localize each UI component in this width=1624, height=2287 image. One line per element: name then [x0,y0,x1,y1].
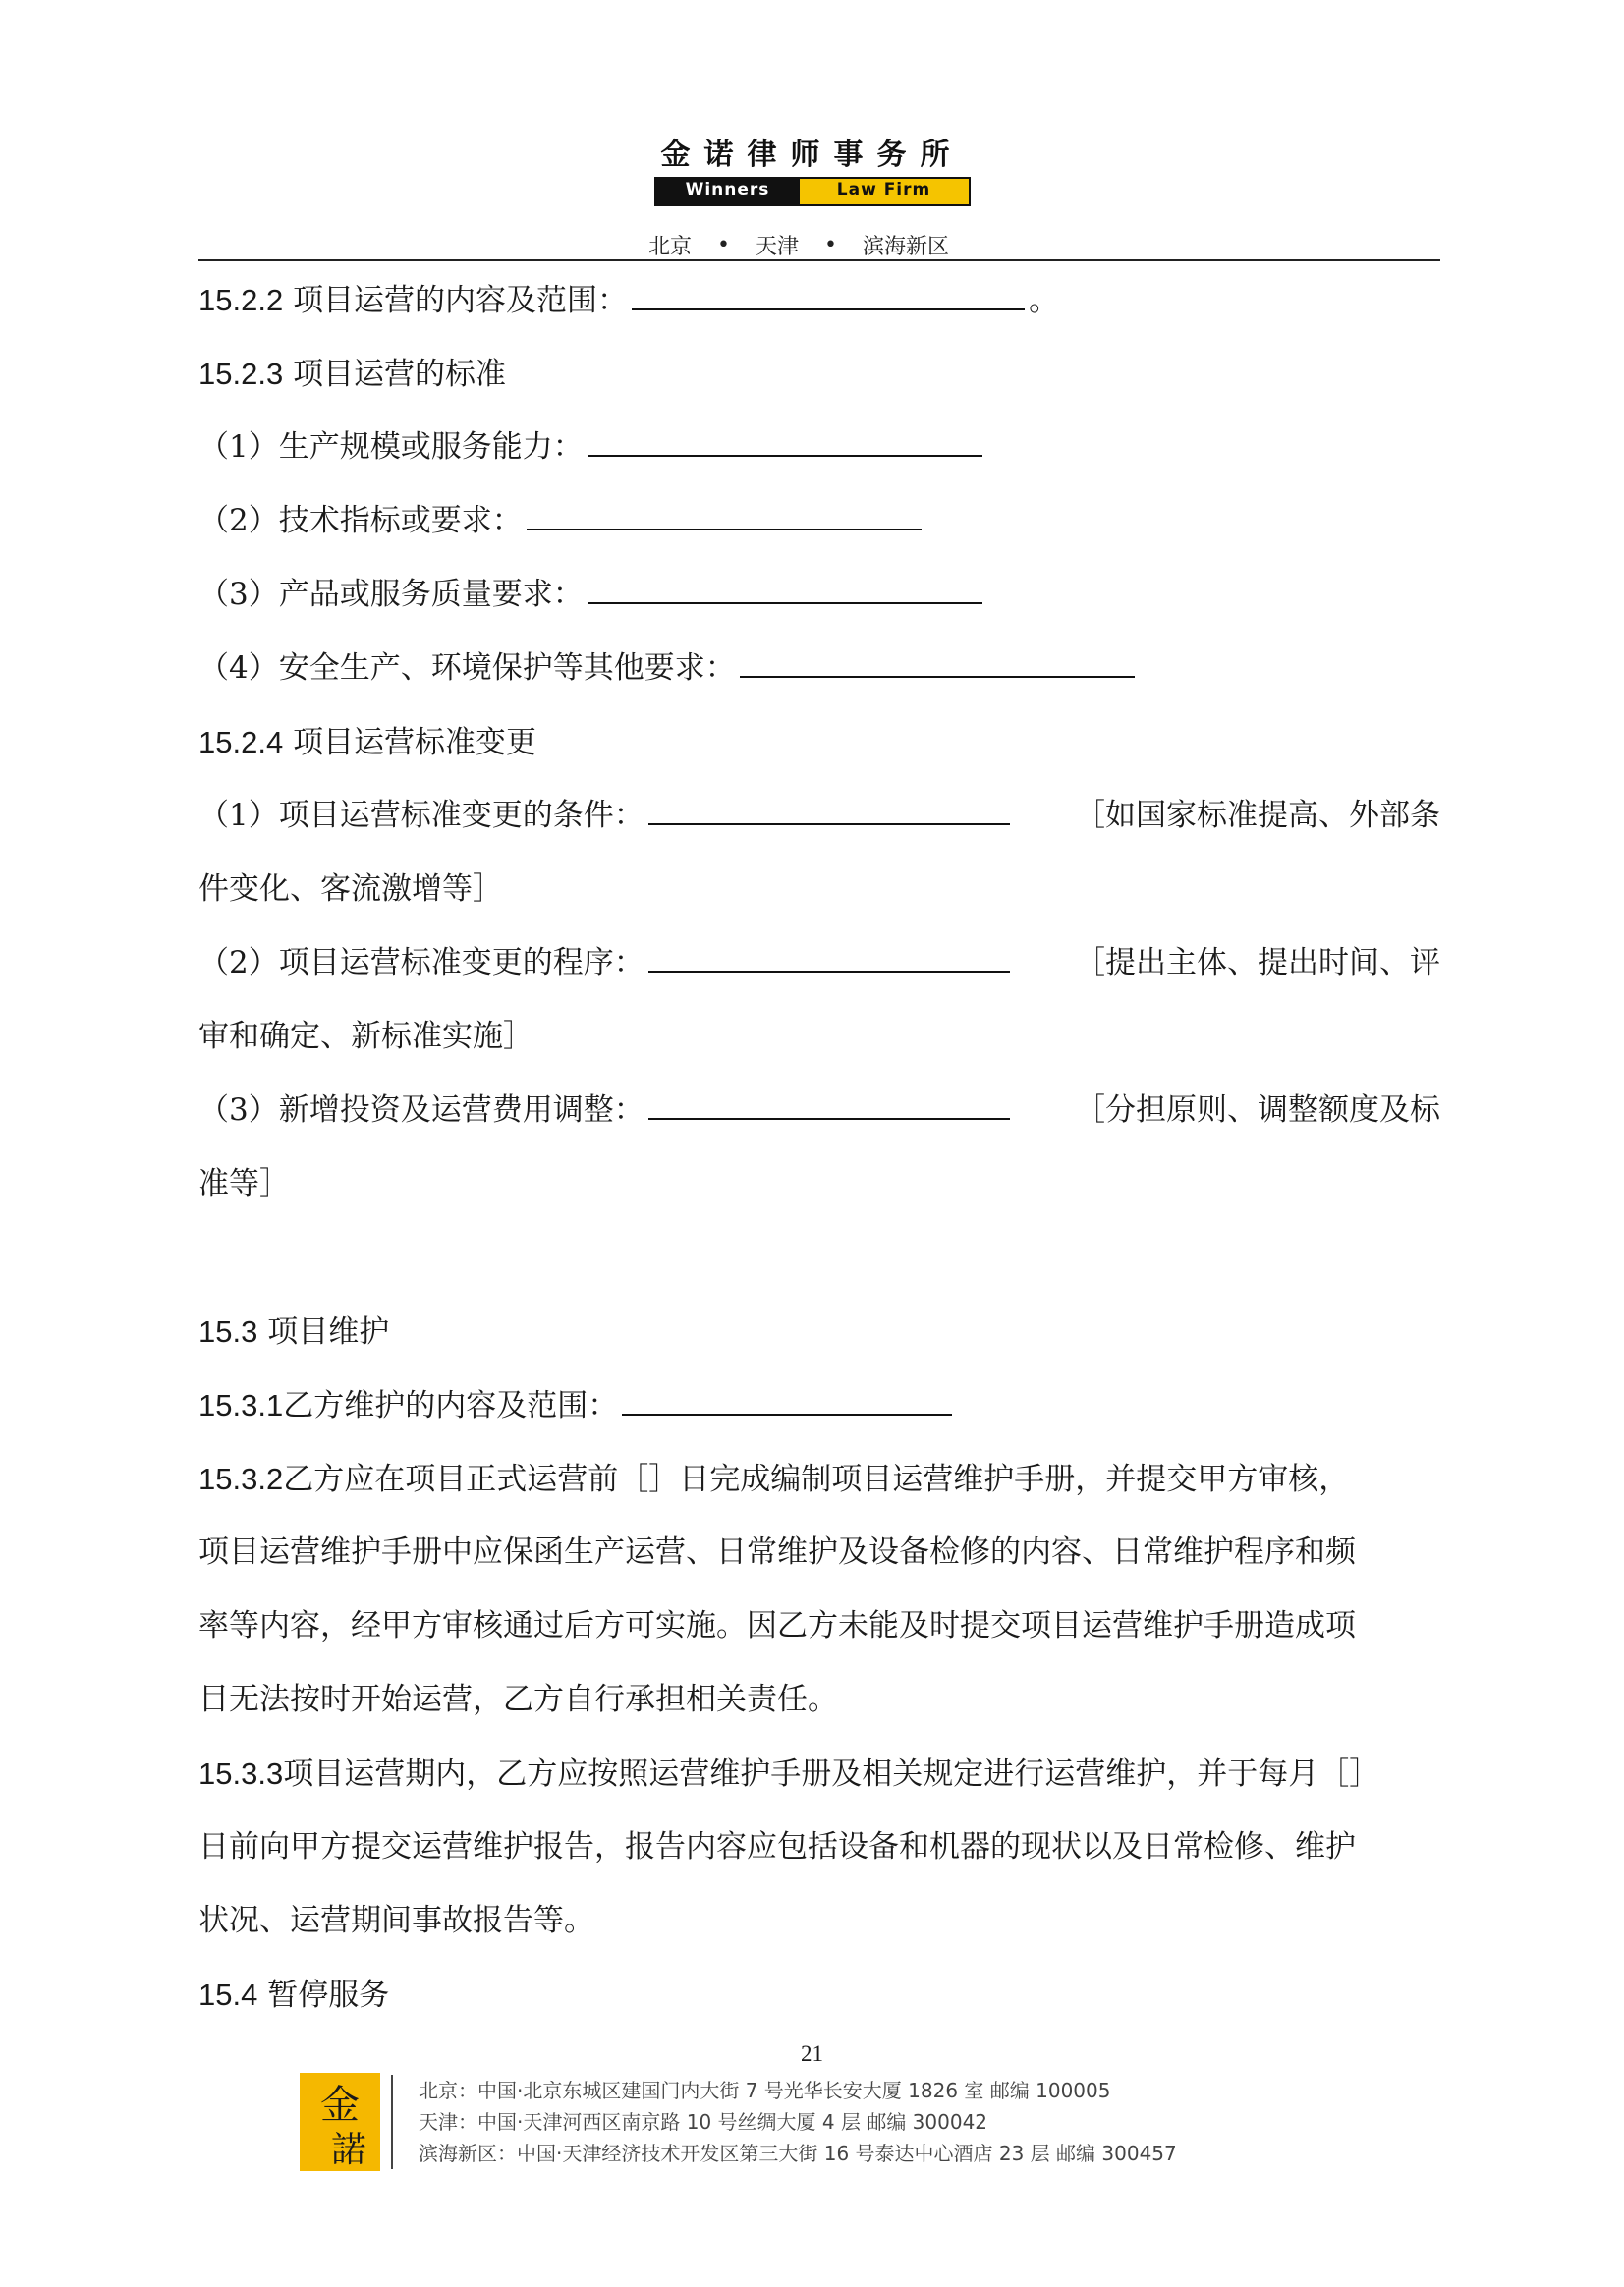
item-prefix: （3） [198,577,279,612]
item-prefix: （1） [198,429,279,465]
logo-chinese-name: 金诺律师事务所 [660,138,964,172]
paragraph-line: 项目运营期内，乙方应按照运营维护手册及相关规定进行运营维护，并于每月［］ [283,1757,1380,1792]
seal-char-1: 金 [320,2083,360,2128]
office-cities [648,230,1002,260]
item-text: 项目运营标准变更的程序： [278,945,644,980]
logo-english-bar [654,177,971,206]
clause-text: 乙方维护的内容及范围： [283,1388,619,1423]
fill-blank [632,281,1025,310]
list-item [198,632,1440,705]
item-text: 技术指标或要求： [278,503,523,538]
clause-15-2-2 [198,263,1440,337]
firm-seal-logo [300,2073,380,2171]
clause-text: 项目运营的内容及范围： [293,283,629,318]
clause-heading: 项目运营的标准 [293,357,507,392]
firm-logo [0,138,1624,206]
clause-15-2-4 [198,705,1440,779]
clause-number: 15.2.3 [198,357,284,391]
item-text: 生产规模或服务能力： [278,429,584,465]
list-item [198,926,1440,1000]
fill-blank [648,1090,1010,1120]
item-text: 项目运营标准变更的条件： [278,798,644,833]
clause-heading: 暂停服务 [267,1978,390,2013]
list-item [198,779,1440,853]
clause-number: 15.3.2 [198,1462,284,1496]
item-prefix: （4） [198,650,279,686]
item-note-continued: 审和确定、新标准实施］ [198,1019,533,1054]
item-prefix: （2） [198,945,279,980]
clause-heading: 项目运营标准变更 [293,725,537,760]
address-tianjin: 天津：中国·天津河西区南京路 10 号丝绸大厦 4 层 邮编 300042 [419,2110,988,2134]
address-beijing: 北京：中国·北京东城区建国门内大街 7 号光华长安大厦 1826 室 邮编 100005 [419,2079,1111,2102]
clause-15-2-3 [198,337,1440,411]
item-text: 安全生产、环境保护等其他要求： [278,650,736,686]
fill-blank [527,501,922,530]
city-tianjin: 天津 [756,235,800,259]
separator-dot: • [717,233,730,257]
footer-divider [391,2075,393,2169]
header-divider [198,259,1440,261]
office-addresses [419,2075,1177,2169]
logo-law-firm: Law Firm [800,179,969,204]
clause-end-mark: 。 [1029,283,1060,318]
city-beijing: 北京 [648,235,693,259]
clause-15-3-3 [198,1737,1440,1811]
paragraph-line: 状况、运营期间事故报告等。 [198,1903,594,1938]
page-number: 21 [801,2041,823,2066]
clause-15-4 [198,1958,1440,2032]
clause-number: 15.4 [198,1978,258,2012]
fill-blank [740,648,1135,678]
clause-number: 15.3.3 [198,1757,284,1791]
paragraph-line: 目无法按时开始运营，乙方自行承担相关责任。 [198,1682,838,1717]
clause-15-3-2 [198,1442,1440,1516]
paragraph-line: 日前向甲方提交运营维护报告，报告内容应包括设备和机器的现状以及日常检修、维护 [198,1829,1356,1865]
fill-blank [648,796,1010,825]
list-item [198,558,1440,632]
clause-15-3 [198,1295,1440,1368]
paragraph-line: 项目运营维护手册中应保函生产运营、日常维护及设备检修的内容、日常维护程序和频 [198,1534,1356,1570]
fill-blank [648,943,1010,973]
list-item [198,411,1440,484]
clause-number: 15.3.1 [198,1388,284,1422]
fill-blank [588,575,982,604]
item-prefix: （1） [198,798,279,833]
fill-blank [588,427,982,457]
clause-number: 15.3 [198,1314,258,1349]
seal-icon [300,2073,380,2171]
separator-dot: • [824,233,837,257]
list-item [198,484,1440,558]
clause-number: 15.2.2 [198,283,284,317]
fill-blank [622,1386,952,1416]
logo-winners: Winners [656,179,800,204]
clause-15-3-1 [198,1368,1440,1442]
item-note: ［如国家标准提高、外部条 [1075,798,1440,833]
item-text: 新增投资及运营费用调整： [278,1092,644,1128]
paragraph-line: 乙方应在项目正式运营前［］日完成编制项目运营维护手册，并提交甲方审核， [283,1462,1350,1497]
item-note: ［分担原则、调整额度及标 [1075,1092,1440,1128]
item-prefix: （3） [198,1092,279,1128]
clause-number: 15.2.4 [198,725,284,759]
seal-char-2: 諾 [330,2130,367,2170]
document-body [198,263,1440,2032]
address-binhai: 滨海新区：中国·天津经济技术开发区第三大街 16 号泰达中心酒店 23 层 邮编 300457 [419,2142,1177,2165]
clause-heading: 项目维护 [267,1314,390,1350]
paragraph-line: 率等内容，经甲方审核通过后方可实施。因乙方未能及时提交项目运营维护手册造成项 [198,1608,1356,1644]
city-binhai: 滨海新区 [863,235,950,259]
item-note-continued: 件变化、客流激增等］ [198,871,503,907]
item-note-continued: 准等］ [198,1166,290,1201]
item-prefix: （2） [198,503,279,538]
list-item [198,1074,1440,1147]
item-text: 产品或服务质量要求： [278,577,584,612]
item-note: ［提出主体、提出时间、评 [1075,945,1440,980]
